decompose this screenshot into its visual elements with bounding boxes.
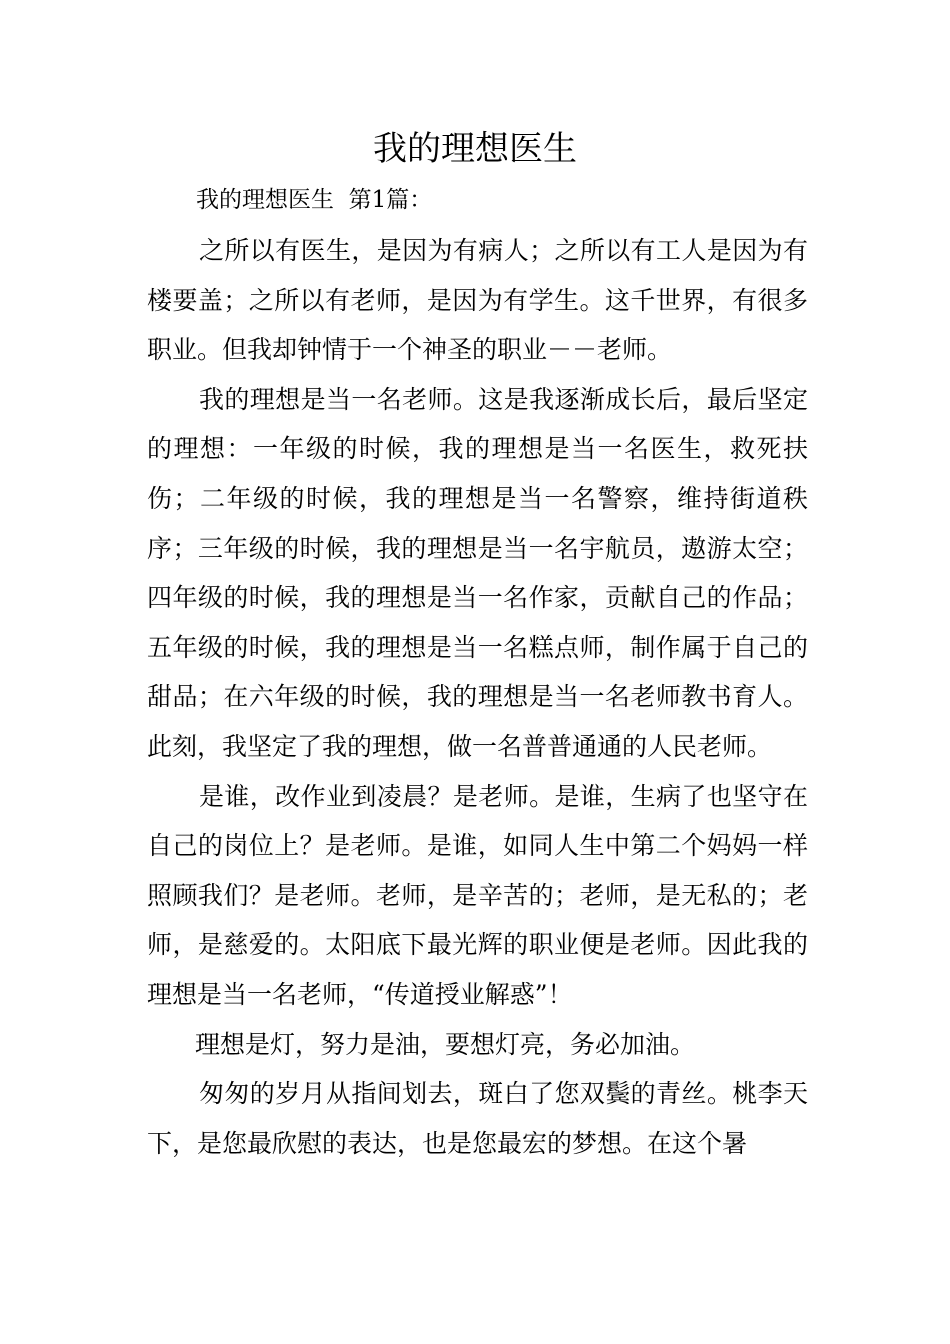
paragraph: 是谁，改作业到凌晨？是老师。是谁，生病了也坚守在自己的岗位上？是老师。是谁，如同人生中第二个妈妈一样照顾我们？是老师。老师，是辛苦的；老师，是无私的；老师，是慈爱的。太阳底下最光辉的职业便是老师。因此我的理想是当一名老师，“传道授业解惑”！ — [147, 781, 808, 1009]
paragraph: 我的理想是当一名老师。这是我逐渐成长后，最后坚定的理想：一年级的时候，我的理想是当一名医生，救死扶伤；二年级的时候，我的理想是当一名警察，维持街道秩序；三年级的时候，我的理想是当一名宇航员，遨游太空；四年级的时候，我的理想是当一名作家，贡献自己的作品；五年级的时候，我的理想是当一名糕点师，制作属于自己的甜品；在六年级的时候，我的理想是当一名老师教书育人。此刻，我坚定了我的理想，做一名普普通通的人民老师。 — [147, 384, 808, 761]
document-title: 我的理想医生 — [373, 129, 577, 169]
document-body — [147, 226, 808, 1168]
paragraph: 匆匆的岁月从指间划去，斑白了您双鬓的青丝。桃李天下，是您最欣慰的表达，也是您最宏的梦想。在这个暑 — [147, 1079, 808, 1158]
section-heading: 我的理想医生 第1篇： — [196, 187, 433, 213]
paragraph: 理想是灯，努力是油，要想灯亮，务必加油。 — [195, 1029, 696, 1059]
paragraph: 之所以有医生，是因为有病人；之所以有工人是因为有楼要盖；之所以有老师，是因为有学生。这千世界，有很多职业。但我却钟情于一个神圣的职业－－老师。 — [147, 236, 808, 365]
